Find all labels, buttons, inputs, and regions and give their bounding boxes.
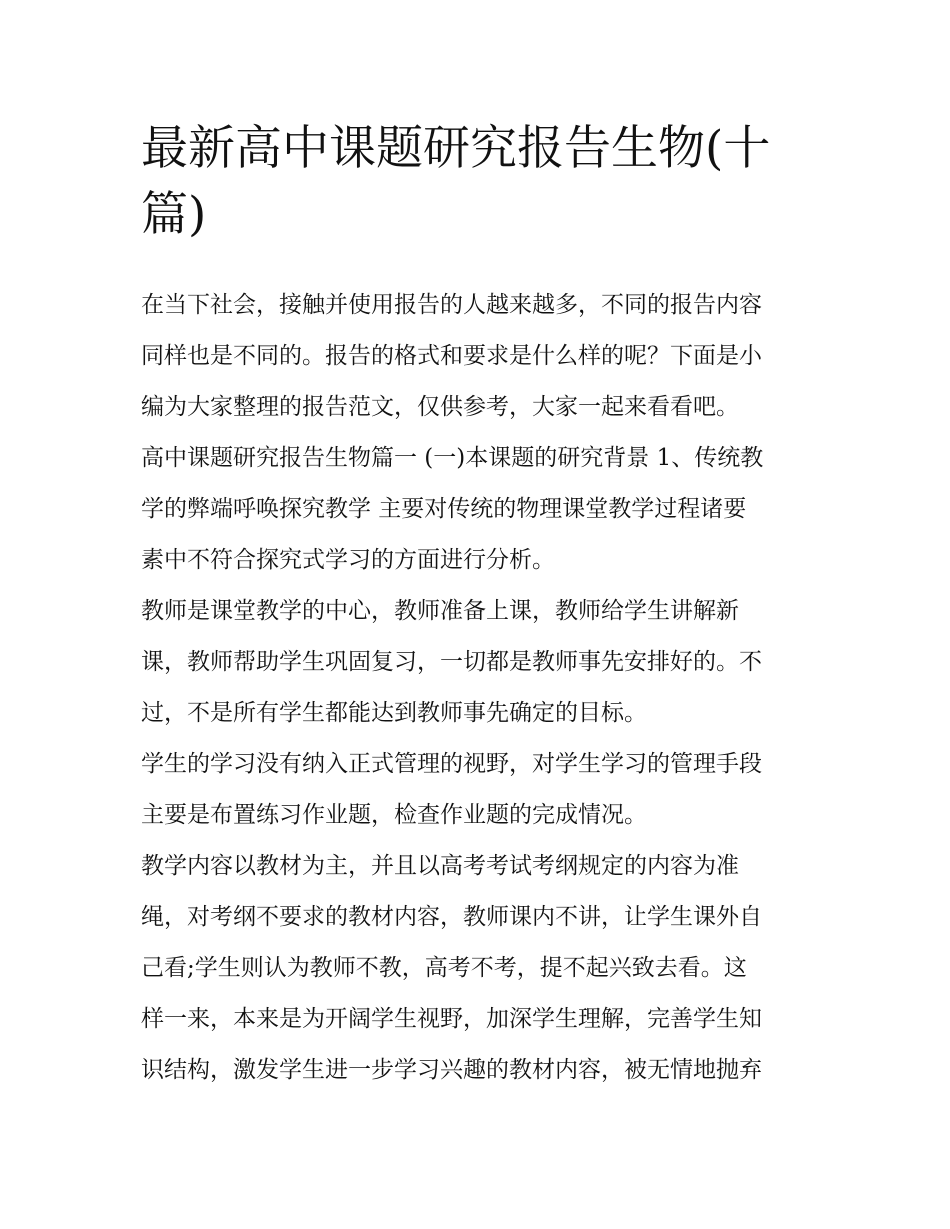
text-line: 过，不是所有学生都能达到教师事先确定的目标。 (141, 700, 647, 726)
text-line: 在当下社会，接触并使用报告的人越来越多，不同的报告内容 (141, 292, 762, 318)
document-body (141, 280, 821, 1096)
document-title (141, 116, 821, 248)
text-line: 绳，对考纲不要求的教材内容，教师课内不讲，让学生课外自 (141, 904, 762, 930)
paragraph-intro (141, 280, 821, 433)
text-line: 高中课题研究报告生物篇一 (一)本课题的研究背景 1、传统教 (141, 445, 764, 471)
text-line: 己看;学生则认为教师不教，高考不考，提不起兴致去看。这 (141, 955, 747, 981)
paragraph-teacher-center (141, 586, 821, 739)
text-line: 教师是课堂教学的中心，教师准备上课，教师给学生讲解新 (141, 598, 739, 624)
title-line: 篇) (141, 187, 207, 242)
text-line: 样一来，本来是为开阔学生视野，加深学生理解，完善学生知 (141, 1006, 762, 1032)
text-line: 素中不符合探究式学习的方面进行分析。 (141, 547, 555, 573)
text-line: 同样也是不同的。报告的格式和要求是什么样的呢？下面是小 (141, 343, 762, 369)
text-line: 学的弊端呼唤探究教学 主要对传统的物理课堂教学过程诸要 (141, 496, 747, 522)
paragraph-student-management (141, 739, 821, 841)
text-line: 课，教师帮助学生巩固复习，一切都是教师事先安排好的。不 (141, 649, 762, 675)
text-line: 教学内容以教材为主，并且以高考考试考纲规定的内容为准 (141, 853, 739, 879)
text-line: 识结构，激发学生进一步学习兴趣的教材内容，被无情地抛弃 (141, 1057, 762, 1083)
text-line: 主要是布置练习作业题，检查作业题的完成情况。 (141, 802, 647, 828)
title-line: 最新高中课题研究报告生物(十 (141, 121, 771, 176)
paragraph-teaching-content (141, 841, 821, 1096)
text-line: 编为大家整理的报告范文，仅供参考，大家一起来看看吧。 (141, 394, 739, 420)
paragraph-section-one (141, 433, 821, 586)
text-line: 学生的学习没有纳入正式管理的视野，对学生学习的管理手段 (141, 751, 762, 777)
